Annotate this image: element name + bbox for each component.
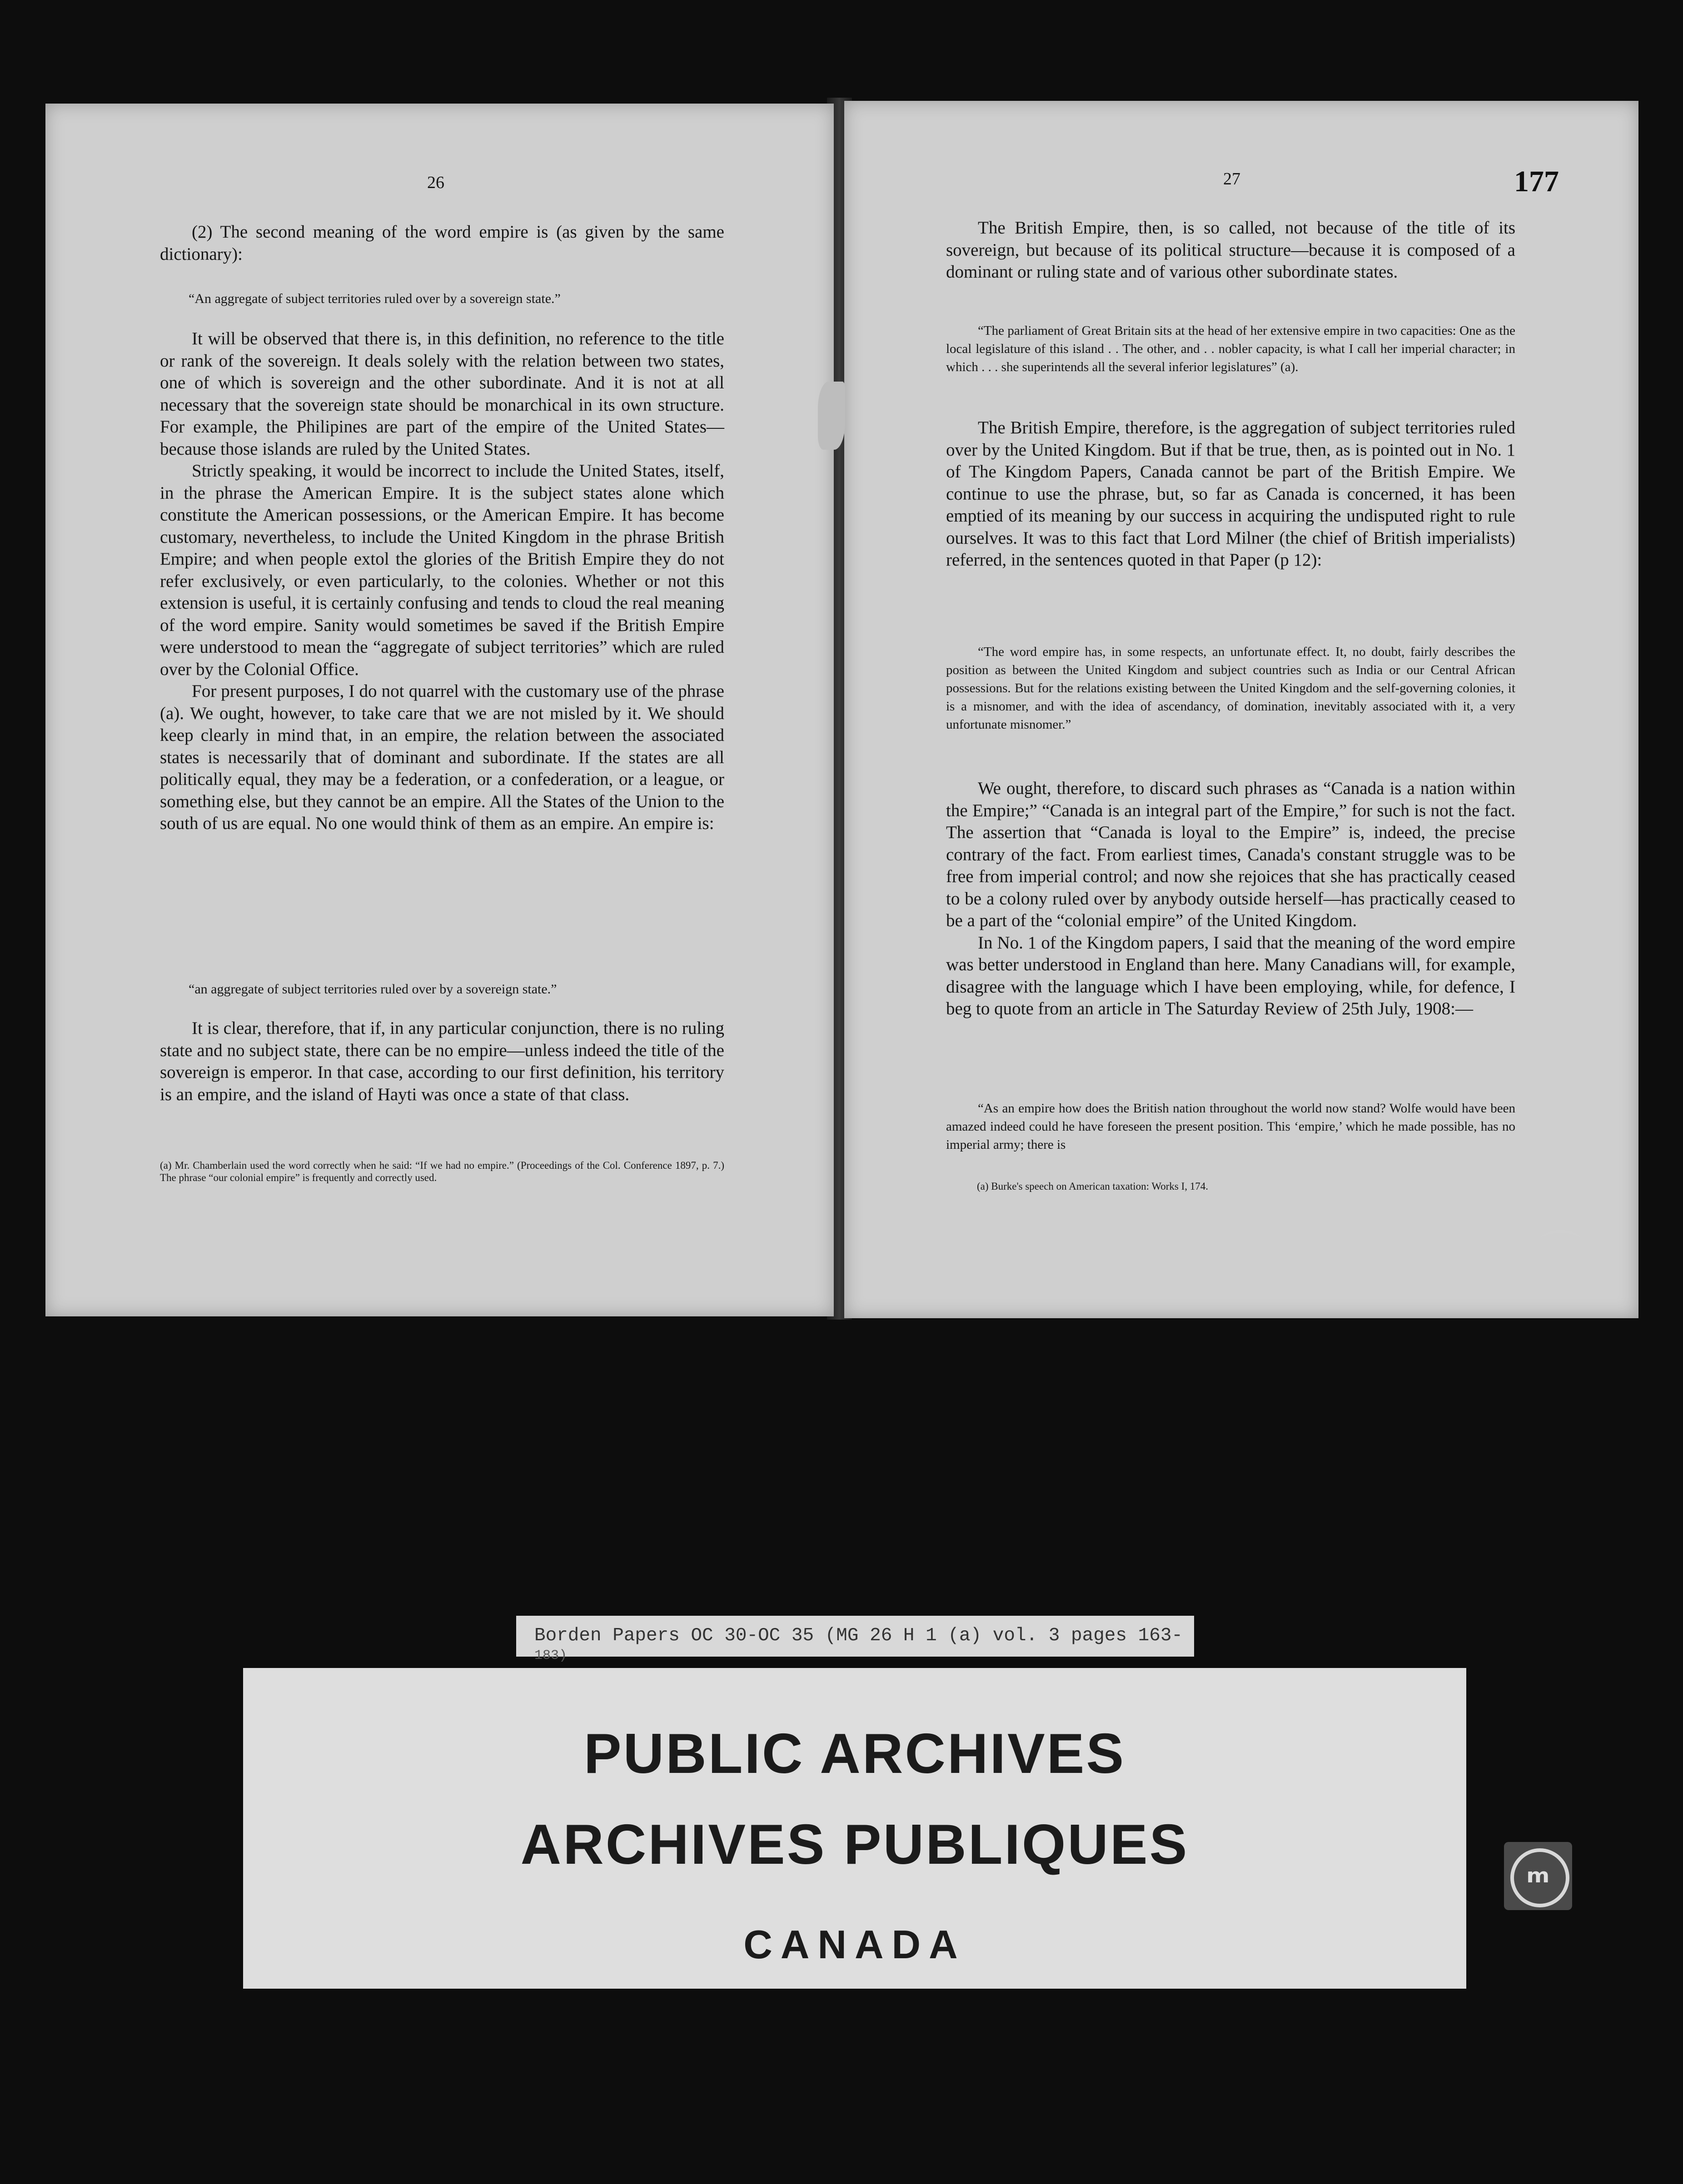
right-paragraph-1: The British Empire, then, is so called, not because of the title of its sovereign, but because of its political structure—because it is composed of a dominant or ruling state and of various other subordinate states.	[946, 218, 1515, 282]
right-opening	[946, 217, 1515, 283]
left-body	[160, 328, 724, 835]
right-quote-1: “The parliament of Great Britain sits at the head of her extensive empire in two capacities: One as the local legislature of this island . . The other, and . . nobler capacity, is what I call her imperial character; in which . . . she superintends all the several inferior legislatures” (a).	[946, 323, 1515, 374]
right-page-number: 27	[1223, 169, 1240, 189]
right-quote-2: “The word empire has, in some respects, an unfortunate effect. It, no doubt, fairly describes the position as between the United Kingdom and subject countries such as India or our Central African possessions. But for the relations existing between the United Kingdom and the self-governing colonies, it is a misnomer, and with the idea of ascendancy, of domination, inevitably associated with it, a very unfortunate misnomer.”	[946, 645, 1515, 732]
right-footnote: (a) Burke's speech on American taxation: Works I, 174.	[977, 1181, 1209, 1192]
archive-reference-text: Borden Papers OC 30-OC 35 (MG 26 H 1 (a) vol. 3 pages 163-	[534, 1625, 1183, 1646]
archive-title-english: PUBLIC ARCHIVES	[583, 1722, 1126, 1785]
right-quote-3: “As an empire how does the British nation throughout the world now stand? Wolfe would have been amazed indeed could he have foreseen the present position. This ‘empire,’ which he made possible, has no imperial army; there is	[946, 1101, 1515, 1152]
right-paragraph-3: We ought, therefore, to discard such phrases as “Canada is a nation within the Empire;” “Canada is an integral part of the Empire,” for such is not the fact. The assertion that “Canada is loyal to the Empire” is, indeed, the precise contrary of the fact. From earliest times, Canada's constant struggle was to be free from imperial control; and now she rejoices that she has practically ceased to be a colony ruled over by anybody outside herself—has practically ceased to be a part of the “colonial empire” of the United Kingdom.	[946, 779, 1515, 930]
left-paragraph-4: It is clear, therefore, that if, in any particular conjunction, there is no ruling state and no subject state, there can be no empire—unless indeed the title of the sovereign is emperor. In that case, according to our first definition, his territory is an empire, and the island of Hayti was once a state of that class.	[160, 1018, 724, 1104]
left-intro-text: (2) The second meaning of the word empire is (as given by the same dictionary):	[160, 222, 724, 264]
archive-title-country: CANADA	[743, 1922, 966, 1967]
public-archives-card	[243, 1668, 1466, 1989]
left-quote-2: “an aggregate of subject territories ruled over by a sovereign state.”	[189, 982, 557, 997]
right-paragraph-2: The British Empire, therefore, is the aggregation of subject territories ruled over by the United Kingdom. But if that be true, then, as is pointed out in No. 1 of The Kingdom Papers, Canada cannot be part of the British Empire. We continue to use the phrase, but, so far as Canada is concerned, it has been emptied of its meaning by our success in acquiring the undisputed right to rule ourselves. It was to this fact that Lord Milner (the chief of British imperialists) referred, in the sentences quoted in that Paper (p 12):	[946, 418, 1515, 570]
left-closing	[160, 1018, 724, 1106]
page-tear	[818, 382, 845, 450]
archive-title-french: ARCHIVES PUBLIQUES	[520, 1813, 1189, 1876]
archive-reference-continued: 183)	[534, 1648, 568, 1663]
left-page-number: 26	[427, 173, 444, 192]
pen-mark: ⌒	[1540, 1227, 1581, 1275]
left-intro	[160, 221, 724, 265]
left-paragraph-1: It will be observed that there is, in this definition, no reference to the title or rank of the sovereign. It deals solely with the relation between two states, one of which is sovereign and the other subordinate. And it is not at all necessary that the sovereign state should be monarchical in its own structure. For example, the Philipines are part of the empire of the United States—because those islands are ruled by the United States.	[160, 329, 724, 459]
left-quote-1: “An aggregate of subject territories ruled over by a sovereign state.”	[189, 291, 561, 306]
archive-folio-stamp: 177	[1514, 165, 1559, 198]
left-paragraph-3: For present purposes, I do not quarrel with the customary use of the phrase (a). We ought, however, to take care that we are not misled by it. We should keep clearly in mind that, in an empire, the relation between the associated states is necessarily that of dominant and subordinate. If the states are all politically equal, they may be a federation, or a confederation, or a league, or something else, but they cannot be an empire. All the States of the Union to the south of us are equal. No one would think of them as an empire. An empire is:	[160, 681, 724, 833]
left-paragraph-2: Strictly speaking, it would be incorrect to include the United States, itself, in the phrase the American Empire. It is the subject states alone which constitute the American possessions, or the American Empire. It has become customary, nevertheless, to include the United Kingdom in the phrase British Empire; and when people extol the glories of the British Empire they do not refer exclusively, or even particularly, to the colonies. Whether or not this extension is useful, it is certainly confusing and tends to cloud the real meaning of the word empire. Sanity would sometimes be saved if the British Empire were understood to mean the “aggregate of subject territories” which are ruled over by the Colonial Office.	[160, 461, 724, 679]
right-paragraph-4: In No. 1 of the Kingdom papers, I said that the meaning of the word empire was better understood in England than here. Many Canadians will, for example, disagree with the language which I have been employing, while, for defence, I beg to quote from an article in The Saturday Review of 25th July, 1908:—	[946, 933, 1515, 1018]
right-body-1	[946, 417, 1515, 571]
right-body-2	[946, 778, 1515, 1020]
logo-glyph: ₘ	[1526, 1850, 1550, 1891]
archives-logo	[1504, 1842, 1572, 1910]
left-footnote: (a) Mr. Chamberlain used the word correctly when he said: “If we had no empire.” (Proceedings of the Col. Conference 1897, p. 7.) The phrase “our colonial empire” is frequently and correctly used.	[160, 1160, 724, 1183]
